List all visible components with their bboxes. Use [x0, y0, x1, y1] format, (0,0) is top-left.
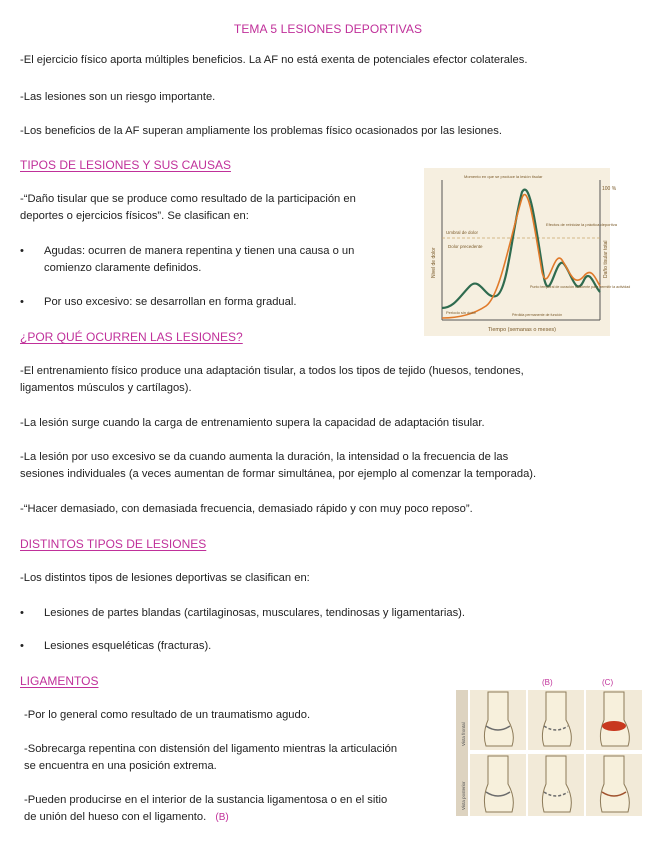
section-heading-ligamentos: LIGAMENTOS	[20, 674, 99, 688]
section-heading-por-que: ¿POR QUÉ OCURREN LAS LESIONES?	[20, 330, 243, 344]
bullet-uso-excesivo	[20, 294, 400, 311]
intro-paragraph-1: -El ejercicio físico aporta múltiples beneficios. La AF no está exenta de potenciales efector colaterales.	[20, 54, 528, 66]
intro-paragraph-2: -Las lesiones son un riesgo importante.	[20, 91, 216, 103]
ankle-cell-6	[586, 754, 642, 816]
bullet-agudas	[20, 243, 400, 277]
ligamentos-paragraph-2-line1: -Sobrecarga repentina con distensión del ligamento mientras la articulación	[24, 743, 398, 755]
ligamentos-paragraph-3-line2	[24, 809, 229, 826]
por-que-paragraph-1-line2: ligamentos músculos y cartílagos).	[20, 382, 192, 394]
bullet-partes-blandas-text: Lesiones de partes blandas (cartilaginosas, musculares, tendinosas y ligamentarias).	[44, 607, 465, 619]
por-que-paragraph-3-line2: sesiones individuales (a veces aumentan de formar simultánea, por ejemplo al comenzar la temporada).	[20, 468, 537, 480]
bullet-uso-excesivo-text: Por uso excesivo: se desarrollan en forma gradual.	[44, 296, 297, 308]
handwritten-note-b: (B)	[215, 812, 229, 823]
figure-note-prior-pain: Dolor precedente	[448, 244, 483, 249]
figure-label-b: (B)	[542, 678, 553, 687]
bullet-dot: •	[20, 296, 24, 308]
ankle-cell-2	[528, 690, 584, 750]
por-que-paragraph-1-line1: -El entrenamiento físico produce una adaptación tisular, a todos los tipos de tejido (huesos, tendones,	[20, 365, 524, 377]
bullet-dot: •	[20, 607, 24, 619]
por-que-paragraph-3-line1: -La lesión por uso excesivo se da cuando aumenta la duración, la intensidad o la frecuencia de las	[20, 451, 509, 463]
bullet-esqueleticas	[20, 638, 620, 655]
figure-ylabel-left: Nivel de dolor	[431, 247, 437, 278]
ankle-ligaments-figure	[456, 676, 642, 816]
ankle-cell-5	[528, 754, 584, 816]
por-que-paragraph-2: -La lesión surge cuando la carga de entrenamiento supera la capacidad de adaptación tisular.	[20, 417, 485, 429]
bullet-esqueleticas-text: Lesiones esqueléticas (fracturas).	[44, 640, 212, 652]
figure-note-permanent-loss: Pérdida permanente de función	[512, 313, 563, 317]
figure-note-restart-effects: Efectos de reiniciar la práctica deportiva	[546, 222, 617, 227]
ankle-cell-3	[586, 690, 642, 750]
ligamentos-paragraph-3-line1: -Pueden producirse en el interior de la sustancia ligamentosa o en el sitio	[24, 794, 388, 806]
intro-paragraph-3: -Los beneficios de la AF superan ampliamente los problemas físico ocasionados por las lesiones.	[20, 125, 502, 137]
ligamentos-paragraph-1: -Por lo general como resultado de un traumatismo agudo.	[24, 709, 311, 721]
bullet-partes-blandas	[20, 605, 620, 622]
figure-xlabel: Tiempo (semanas o meses)	[488, 327, 556, 333]
bullet-agudas-line2: comienzo claramente definidos.	[44, 262, 202, 274]
row-label-front: Vista frontal	[461, 722, 466, 746]
page-title: TEMA 5 LESIONES DEPORTIVAS	[233, 22, 423, 36]
figure-ylabel-right: Daño tisular total	[603, 240, 609, 278]
ligamentos-paragraph-3-line2-text: de unión del hueso con el ligamento.	[24, 811, 207, 823]
ankle-cell-1	[470, 690, 526, 750]
figure-note-injury-moment: Momento en que se produce la lesión tisular	[464, 174, 543, 179]
section-heading-distintos: DISTINTOS TIPOS DE LESIONES	[20, 537, 207, 551]
ligamentos-paragraph-2-line2: se encuentra en una posición extrema.	[24, 760, 217, 772]
figure-pct-label: 100 %	[602, 186, 617, 192]
figure-note-healing-point: Punto temporal de curación suficiente para permitir la actividad	[530, 285, 631, 289]
row-label-back: Vista posterior	[461, 781, 466, 810]
injury-curve-figure	[424, 168, 631, 336]
bullet-agudas-line1: Agudas: ocurren de manera repentina y tienen una causa o un	[44, 245, 355, 257]
ankle-cell-4	[470, 754, 526, 816]
figure-label-c: (C)	[602, 678, 614, 687]
figure-note-pain-threshold: Umbral de dolor	[446, 230, 479, 235]
tipos-paragraph-line2: deportes o ejercicios físicos”. Se clasifican en:	[20, 210, 249, 222]
section-heading-tipos: TIPOS DE LESIONES Y SUS CAUSAS	[20, 158, 231, 172]
bullet-dot: •	[20, 640, 24, 652]
distintos-paragraph: -Los distintos tipos de lesiones deportivas se clasifican en:	[20, 572, 310, 584]
bullet-dot: •	[20, 245, 24, 257]
rupture-mark	[602, 721, 626, 731]
por-que-paragraph-4: -“Hacer demasiado, con demasiada frecuencia, demasiado rápido y con muy poco reposo”.	[20, 503, 473, 515]
tipos-paragraph-line1: -“Daño tisular que se produce como resultado de la participación en	[20, 193, 356, 205]
figure-note-pain-free: Periodo sin dolor	[446, 310, 477, 315]
